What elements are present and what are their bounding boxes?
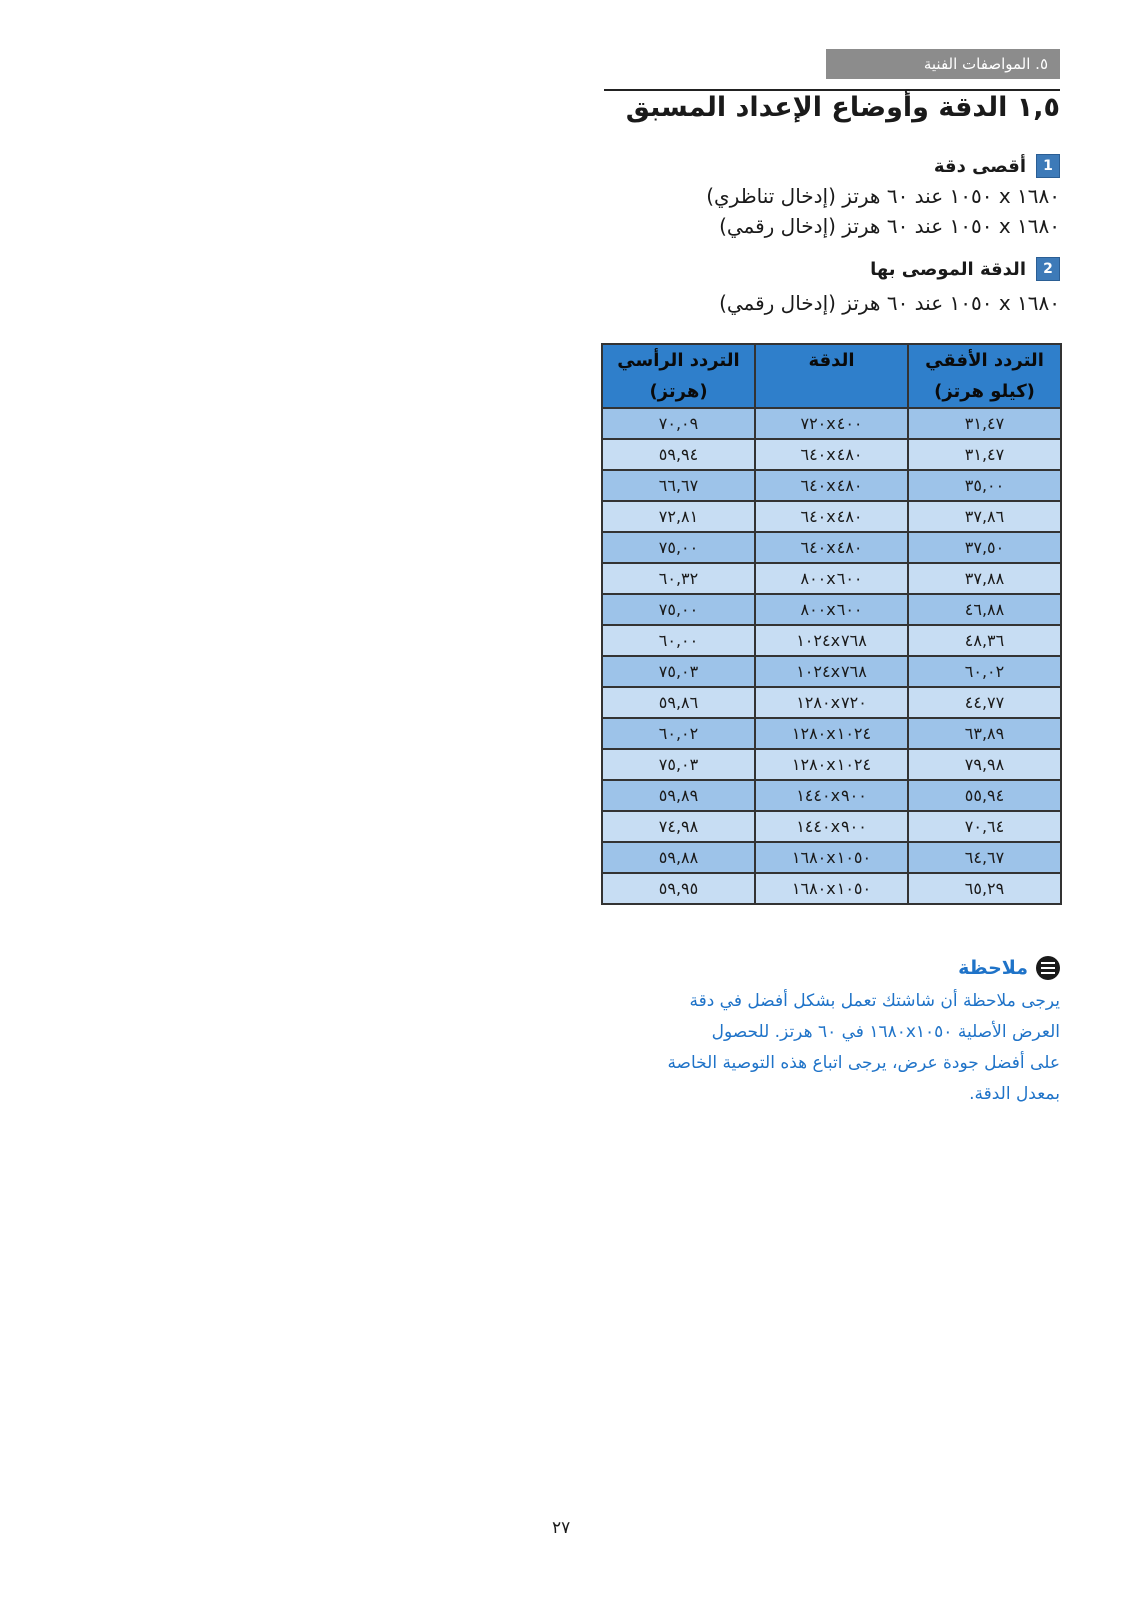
note-label: ملاحظة <box>958 957 1028 979</box>
hfreq-cell: ٦٥,٢٩ <box>908 873 1061 904</box>
vfreq-cell: ٧٤,٩٨ <box>602 811 755 842</box>
table-row <box>602 532 1061 563</box>
table-row <box>602 749 1061 780</box>
table-row <box>602 873 1061 904</box>
hfreq-cell: ٦٤,٦٧ <box>908 842 1061 873</box>
table-body <box>602 408 1061 904</box>
table-row <box>602 594 1061 625</box>
table-row <box>602 842 1061 873</box>
resolution-cell: ١٢٨٠x١٠٢٤ <box>755 718 908 749</box>
vfreq-cell: ٦٠,٠٠ <box>602 625 755 656</box>
hfreq-cell: ٧٠,٦٤ <box>908 811 1061 842</box>
vfreq-cell: ٦٠,٣٢ <box>602 563 755 594</box>
section-title: ١,٥ الدقة وأوضاع الإعداد المسبق <box>625 92 1060 123</box>
step-badge-2: 2 <box>1036 257 1060 281</box>
hfreq-cell: ٧٩,٩٨ <box>908 749 1061 780</box>
hfreq-cell: ٤٦,٨٨ <box>908 594 1061 625</box>
header-vfreq-unit: (هرتز) <box>602 376 755 408</box>
note-body <box>604 986 1060 1110</box>
resolution-cell: ٦٤٠x٤٨٠ <box>755 439 908 470</box>
note-line: بمعدل الدقة. <box>969 1084 1060 1104</box>
resolution-cell: ٨٠٠x٦٠٠ <box>755 594 908 625</box>
table-row <box>602 408 1061 439</box>
vfreq-cell: ٧٥,٠٠ <box>602 594 755 625</box>
vfreq-cell: ٥٩,٨٩ <box>602 780 755 811</box>
resolution-cell: ١٦٨٠x١٠٥٠ <box>755 842 908 873</box>
note-line: على أفضل جودة عرض، يرجى اتباع هذه التوصية الخاصة <box>667 1053 1060 1073</box>
hfreq-cell: ٤٨,٣٦ <box>908 625 1061 656</box>
table-row <box>602 563 1061 594</box>
resolution-cell: ١٤٤٠x٩٠٠ <box>755 811 908 842</box>
vfreq-cell: ٥٩,٨٦ <box>602 687 755 718</box>
resolution-cell: ٦٤٠x٤٨٠ <box>755 501 908 532</box>
recommended-resolution-digital: ١٦٨٠ x ١٠٥٠ عند ٦٠ هرتز (إدخال رقمي) <box>719 291 1060 315</box>
vfreq-cell: ٧٢,٨١ <box>602 501 755 532</box>
vfreq-cell: ٥٩,٩٥ <box>602 873 755 904</box>
resolution-cell: ٨٠٠x٦٠٠ <box>755 563 908 594</box>
recommended-resolution-label: الدقة الموصى بها <box>870 258 1026 280</box>
hfreq-cell: ٦٣,٨٩ <box>908 718 1061 749</box>
note-line: يرجى ملاحظة أن شاشتك تعمل بشكل أفضل في دقة <box>689 991 1060 1011</box>
header-vfreq: التردد الرأسي <box>602 344 755 376</box>
timing-table <box>601 343 1062 905</box>
resolution-cell: ١٦٨٠x١٠٥٠ <box>755 873 908 904</box>
hfreq-cell: ٣٧,٨٨ <box>908 563 1061 594</box>
recommended-resolution-heading <box>870 257 1060 281</box>
vfreq-cell: ٧٥,٠٣ <box>602 656 755 687</box>
resolution-cell: ٧٢٠x٤٠٠ <box>755 408 908 439</box>
header-resolution: الدقة <box>755 344 908 376</box>
vfreq-cell: ٧٥,٠٠ <box>602 532 755 563</box>
table-row <box>602 687 1061 718</box>
vfreq-cell: ٧٥,٠٣ <box>602 749 755 780</box>
vfreq-cell: ٧٠,٠٩ <box>602 408 755 439</box>
table-header-row <box>602 344 1061 376</box>
resolution-cell: ١٠٢٤x٧٦٨ <box>755 625 908 656</box>
chapter-tab: ٥. المواصفات الفنية <box>826 49 1060 79</box>
max-resolution-digital: ١٦٨٠ x ١٠٥٠ عند ٦٠ هرتز (إدخال رقمي) <box>719 214 1060 238</box>
note-line: العرض الأصلية ١٦٨٠x١٠٥٠ في ٦٠ هرتز. للحصول <box>711 1022 1060 1042</box>
vfreq-cell: ٦٠,٠٢ <box>602 718 755 749</box>
note-heading <box>958 956 1060 980</box>
title-divider <box>604 89 1060 91</box>
max-resolution-label: أقصى دقة <box>933 155 1026 177</box>
resolution-cell: ١٤٤٠x٩٠٠ <box>755 780 908 811</box>
table-row <box>602 439 1061 470</box>
hfreq-cell: ٣١,٤٧ <box>908 439 1061 470</box>
table-row <box>602 718 1061 749</box>
hfreq-cell: ٥٥,٩٤ <box>908 780 1061 811</box>
resolution-cell: ٦٤٠x٤٨٠ <box>755 532 908 563</box>
resolution-cell: ١٢٨٠x١٠٢٤ <box>755 749 908 780</box>
resolution-cell: ٦٤٠x٤٨٠ <box>755 470 908 501</box>
hfreq-cell: ٦٠,٠٢ <box>908 656 1061 687</box>
table-row <box>602 811 1061 842</box>
resolution-cell: ١٢٨٠x٧٢٠ <box>755 687 908 718</box>
vfreq-cell: ٦٦,٦٧ <box>602 470 755 501</box>
step-badge-1: 1 <box>1036 154 1060 178</box>
table-header-units-row <box>602 376 1061 408</box>
table-row <box>602 501 1061 532</box>
page-number: ٢٧ <box>552 1518 571 1538</box>
table-row <box>602 656 1061 687</box>
hfreq-cell: ٣٥,٠٠ <box>908 470 1061 501</box>
header-resolution-unit <box>755 376 908 408</box>
header-hfreq: التردد الأفقي <box>908 344 1061 376</box>
header-hfreq-unit: (كيلو هرتز) <box>908 376 1061 408</box>
hfreq-cell: ٤٤,٧٧ <box>908 687 1061 718</box>
hfreq-cell: ٣٧,٥٠ <box>908 532 1061 563</box>
table-row <box>602 625 1061 656</box>
max-resolution-heading <box>934 154 1060 178</box>
table-row <box>602 470 1061 501</box>
hfreq-cell: ٣٧,٨٦ <box>908 501 1061 532</box>
vfreq-cell: ٥٩,٩٤ <box>602 439 755 470</box>
hfreq-cell: ٣١,٤٧ <box>908 408 1061 439</box>
max-resolution-analog: ١٦٨٠ x ١٠٥٠ عند ٦٠ هرتز (إدخال تناظري) <box>706 184 1060 208</box>
vfreq-cell: ٥٩,٨٨ <box>602 842 755 873</box>
note-icon <box>1036 956 1060 980</box>
resolution-cell: ١٠٢٤x٧٦٨ <box>755 656 908 687</box>
table-row <box>602 780 1061 811</box>
